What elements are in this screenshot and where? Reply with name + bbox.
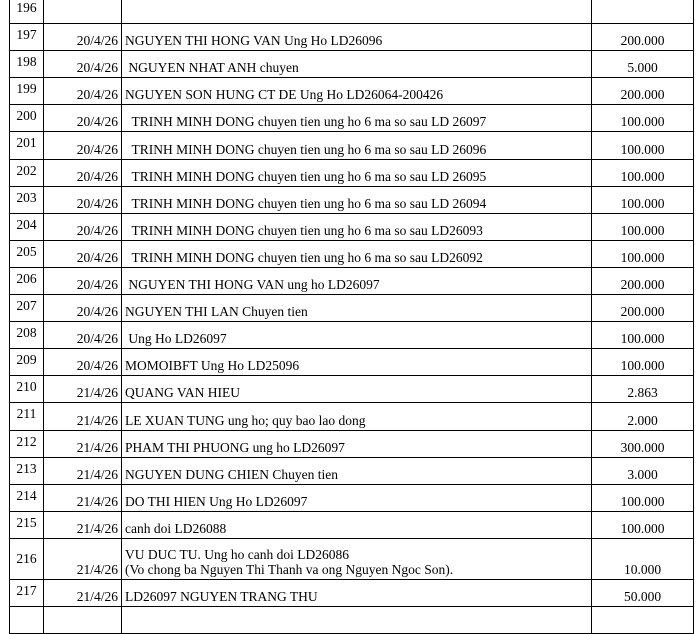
amount-cell: 5.000	[592, 51, 694, 78]
description-cell: TRINH MINH DONG chuyen tien ung ho 6 ma so sau LD 26097	[122, 105, 592, 132]
description-cell: LD26097 NGUYEN TRANG THU	[122, 579, 592, 606]
date-cell: 21/4/26	[44, 484, 122, 511]
amount-cell: 200.000	[592, 267, 694, 294]
date-cell	[44, 606, 122, 633]
donation-rows	[10, 0, 694, 634]
description-line-2: (Vo chong ba Nguyen Thi Thanh va ong Nguyen Ngoc Son).	[125, 561, 454, 577]
row-number-cell: 209	[10, 349, 44, 376]
table-row	[10, 0, 694, 24]
date-cell: 20/4/26	[44, 24, 122, 51]
amount-cell: 100.000	[592, 105, 694, 132]
row-number-cell: 217	[10, 579, 44, 606]
table-row	[10, 78, 694, 105]
amount-cell: 200.000	[592, 295, 694, 322]
description-cell: TRINH MINH DONG chuyen tien ung ho 6 ma so sau LD 26094	[122, 186, 592, 213]
amount-cell: 200.000	[592, 24, 694, 51]
table-row	[10, 186, 694, 213]
amount-cell: 200.000	[592, 78, 694, 105]
date-cell: 20/4/26	[44, 186, 122, 213]
row-number-cell: 211	[10, 403, 44, 430]
row-number-cell: 206	[10, 267, 44, 294]
donation-table	[9, 0, 694, 634]
date-cell: 21/4/26	[44, 579, 122, 606]
date-cell: 21/4/26	[44, 538, 122, 579]
row-number-cell: 215	[10, 511, 44, 538]
table-row	[10, 267, 694, 294]
description-cell	[122, 0, 592, 24]
date-cell: 20/4/26	[44, 295, 122, 322]
date-cell: 20/4/26	[44, 132, 122, 159]
description-cell: TRINH MINH DONG chuyen tien ung ho 6 ma so sau LD 26095	[122, 159, 592, 186]
table-row	[10, 579, 694, 606]
amount-cell: 100.000	[592, 322, 694, 349]
date-cell: 20/4/26	[44, 349, 122, 376]
table-row	[10, 349, 694, 376]
date-cell: 20/4/26	[44, 159, 122, 186]
row-number-cell: 197	[10, 24, 44, 51]
amount-cell: 2.863	[592, 376, 694, 403]
row-number-cell: 216	[10, 538, 44, 579]
table-row	[10, 403, 694, 430]
amount-cell: 10.000	[592, 538, 694, 579]
amount-cell: 2.000	[592, 403, 694, 430]
amount-cell: 100.000	[592, 511, 694, 538]
row-number-cell: 203	[10, 186, 44, 213]
table-row	[10, 538, 694, 579]
amount-cell: 100.000	[592, 240, 694, 267]
row-number-cell: 210	[10, 376, 44, 403]
date-cell: 21/4/26	[44, 430, 122, 457]
date-cell: 20/4/26	[44, 51, 122, 78]
row-number-cell: 200	[10, 105, 44, 132]
row-number-cell	[10, 606, 44, 633]
amount-cell: 3.000	[592, 457, 694, 484]
date-cell: 21/4/26	[44, 511, 122, 538]
date-cell: 21/4/26	[44, 376, 122, 403]
table-row	[10, 132, 694, 159]
table-row	[10, 606, 694, 633]
description-cell: TRINH MINH DONG chuyen tien ung ho 6 ma so sau LD26093	[122, 213, 592, 240]
description-cell: TRINH MINH DONG chuyen tien ung ho 6 ma so sau LD 26096	[122, 132, 592, 159]
row-number-cell: 202	[10, 159, 44, 186]
description-cell: NGUYEN NHAT ANH chuyen	[122, 51, 592, 78]
table-row	[10, 430, 694, 457]
description-cell	[122, 538, 592, 579]
row-number-cell: 201	[10, 132, 44, 159]
description-cell: NGUYEN THI HONG VAN ung ho LD26097	[122, 267, 592, 294]
table-row	[10, 105, 694, 132]
description-cell: NGUYEN THI HONG VAN Ung Ho LD26096	[122, 24, 592, 51]
date-cell: 20/4/26	[44, 267, 122, 294]
table-row	[10, 511, 694, 538]
amount-cell: 100.000	[592, 484, 694, 511]
row-number-cell: 208	[10, 322, 44, 349]
table-row	[10, 24, 694, 51]
row-number-cell: 212	[10, 430, 44, 457]
table-row	[10, 213, 694, 240]
description-cell: QUANG VAN HIEU	[122, 376, 592, 403]
amount-cell: 100.000	[592, 186, 694, 213]
table-row	[10, 484, 694, 511]
date-cell	[44, 0, 122, 24]
table-row	[10, 51, 694, 78]
date-cell: 20/4/26	[44, 240, 122, 267]
description-line-1: VU DUC TU. Ung ho canh doi LD26086	[125, 546, 349, 562]
description-cell: LE XUAN TUNG ung ho; quy bao lao dong	[122, 403, 592, 430]
row-number-cell: 196	[10, 0, 44, 24]
amount-cell: 300.000	[592, 430, 694, 457]
amount-cell: 100.000	[592, 159, 694, 186]
amount-cell: 100.000	[592, 132, 694, 159]
amount-cell: 100.000	[592, 213, 694, 240]
table-row	[10, 240, 694, 267]
date-cell: 21/4/26	[44, 403, 122, 430]
description-cell: PHAM THI PHUONG ung ho LD26097	[122, 430, 592, 457]
description-cell: MOMOIBFT Ung Ho LD25096	[122, 349, 592, 376]
date-cell: 20/4/26	[44, 322, 122, 349]
row-number-cell: 205	[10, 240, 44, 267]
description-cell: NGUYEN SON HUNG CT DE Ung Ho LD26064-200426	[122, 78, 592, 105]
table-row	[10, 376, 694, 403]
date-cell: 20/4/26	[44, 105, 122, 132]
description-cell: TRINH MINH DONG chuyen tien ung ho 6 ma so sau LD26092	[122, 240, 592, 267]
row-number-cell: 213	[10, 457, 44, 484]
description-cell	[122, 606, 592, 633]
amount-cell	[592, 606, 694, 633]
table-row	[10, 295, 694, 322]
table-row	[10, 457, 694, 484]
description-cell: canh doi LD26088	[122, 511, 592, 538]
table-row	[10, 159, 694, 186]
date-cell: 21/4/26	[44, 457, 122, 484]
amount-cell: 100.000	[592, 349, 694, 376]
description-cell: Ung Ho LD26097	[122, 322, 592, 349]
date-cell: 20/4/26	[44, 78, 122, 105]
row-number-cell: 207	[10, 295, 44, 322]
row-number-cell: 204	[10, 213, 44, 240]
row-number-cell: 199	[10, 78, 44, 105]
description-cell: NGUYEN THI LAN Chuyen tien	[122, 295, 592, 322]
table-row	[10, 322, 694, 349]
amount-cell: 50.000	[592, 579, 694, 606]
description-cell: NGUYEN DUNG CHIEN Chuyen tien	[122, 457, 592, 484]
date-cell: 20/4/26	[44, 213, 122, 240]
row-number-cell: 198	[10, 51, 44, 78]
amount-cell	[592, 0, 694, 24]
row-number-cell: 214	[10, 484, 44, 511]
description-cell: DO THI HIEN Ung Ho LD26097	[122, 484, 592, 511]
